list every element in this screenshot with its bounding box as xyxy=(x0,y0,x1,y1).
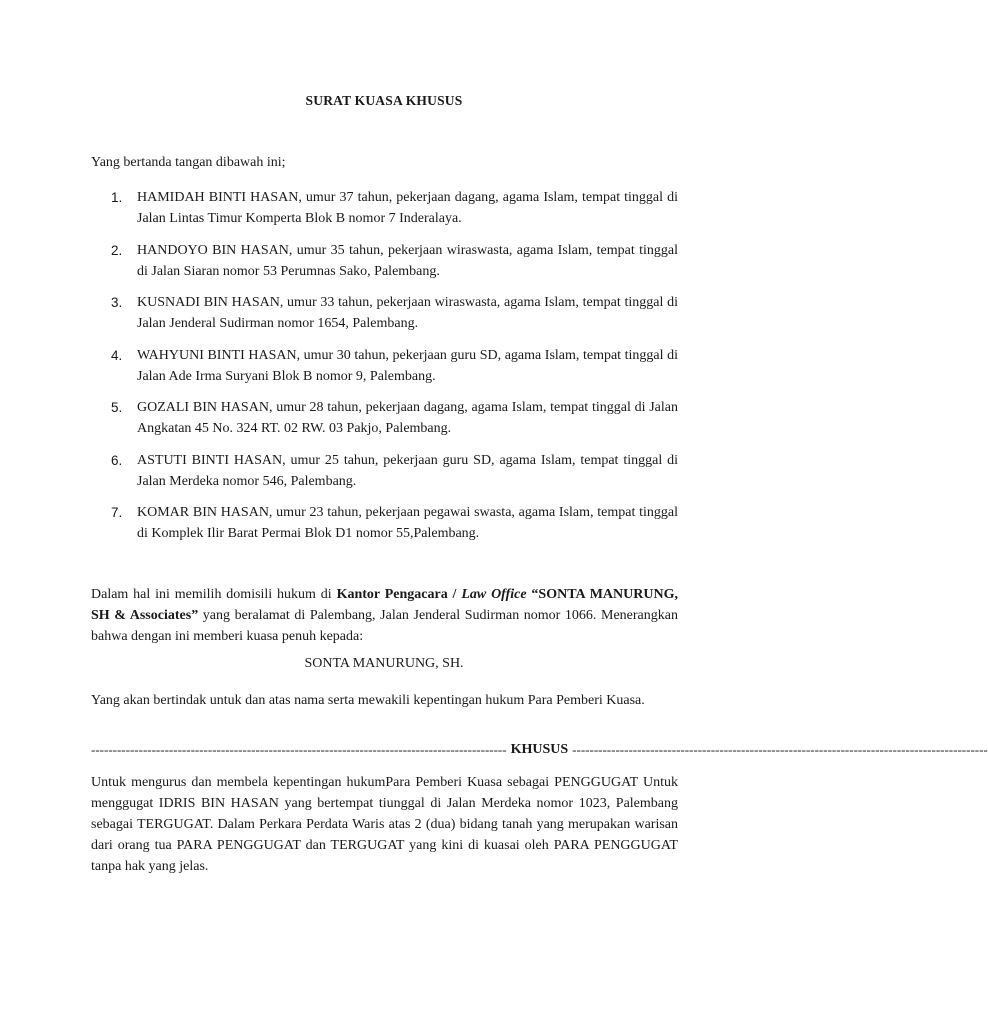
list-text: ASTUTI BINTI HASAN, umur 25 tahun, pekerjaan guru SD, agama Islam, tempat tinggal di Jalan Merdeka nomor 546, Palembang. xyxy=(137,452,678,489)
list-text: KOMAR BIN HASAN, umur 23 tahun, pekerjaan pegawai swasta, agama Islam, tempat tinggal di Komplek Ilir Barat Permai Blok D1 nomor 55,Palembang. xyxy=(137,505,678,541)
list-number: 5. xyxy=(111,400,123,415)
domicile-rest: yang beralamat di Palembang, Jalan Jenderal Sudirman nomor 1066. Menerangkan bahwa dengan ini memberi kuasa penuh kepada: xyxy=(91,608,678,644)
list-text: KUSNADI BIN HASAN, umur 33 tahun, pekerjaan wiraswasta, agama Islam, tempat tinggal di Jalan Jenderal Sudirman nomor 1654, Palembang. xyxy=(137,295,678,331)
acting-paragraph: Yang akan bertindak untuk dan atas nama serta mewakili kepentingan hukum Para Pemberi Kuasa. xyxy=(91,693,645,708)
list-text: GOZALI BIN HASAN, umur 28 tahun, pekerjaan dagang, agama Islam, tempat tinggal di Jalan Angkatan 45 No. 324 RT. 02 RW. 03 Pakjo, Palembang. xyxy=(137,400,678,436)
document-title: SURAT KUASA KHUSUS xyxy=(305,93,463,108)
list-number: 7. xyxy=(111,505,123,520)
list-number: 3. xyxy=(111,295,123,310)
list-item xyxy=(91,292,678,334)
list-item xyxy=(91,240,678,282)
list-item xyxy=(91,450,678,492)
list-number: 6. xyxy=(111,452,123,468)
list-item xyxy=(91,187,678,229)
list-text: HAMIDAH BINTI HASAN, umur 37 tahun, pekerjaan dagang, agama Islam, tempat tinggal di Jalan Lintas Timur Komperta Blok B nomor 7 Inderalaya. xyxy=(137,190,678,226)
list-item xyxy=(91,397,678,439)
divider-dashes-right: ------------------------------------------------------------------------------------------------ xyxy=(572,742,988,757)
purpose-paragraph: Untuk mengurus dan membela kepentingan hukumPara Pemberi Kuasa sebagai PENGGUGAT Untuk menggugat IDRIS BIN HASAN yang bertempat tiunggal di Jalan Merdeka nomor 1023, Palembang sebagai TERGUGAT. Dalam Perkara Perdata Waris atas 2 (dua) bidang tanah yang merupakan warisan dari orang tua PARA PENGGUGAT dan TERGUGAT yang kini di kuasai oleh PARA PENGGUGAT tanpa hak yang jelas. xyxy=(91,775,678,874)
firm-name: “SONTA MANURUNG, SH & Associates” xyxy=(91,587,678,623)
list-number: 1. xyxy=(111,190,123,205)
law-office-label: Law Office xyxy=(461,587,527,602)
list-text: HANDOYO BIN HASAN, umur 35 tahun, pekerjaan wiraswasta, agama Islam, tempat tinggal di Jalan Siaran nomor 53 Perumnas Sako, Palembang. xyxy=(137,242,678,279)
divider-title: KHUSUS xyxy=(510,742,569,757)
section-divider xyxy=(91,742,988,758)
list-item xyxy=(91,345,678,387)
domicile-paragraph xyxy=(91,584,678,647)
domicile-lead: Dalam hal ini memilih domisili hukum di xyxy=(91,587,337,602)
list-item xyxy=(91,502,678,544)
list-text: WAHYUNI BINTI HASAN, umur 30 tahun, pekerjaan guru SD, agama Islam, tempat tinggal di Jalan Ade Irma Suryani Blok B nomor 9, Palembang. xyxy=(137,347,678,384)
grantor-list xyxy=(91,187,678,555)
divider-dashes-left: ------------------------------------------------------------------------------------------------ xyxy=(91,742,507,757)
intro-line: Yang bertanda tangan dibawah ini; xyxy=(91,155,286,170)
list-number: 2. xyxy=(111,242,123,258)
list-number: 4. xyxy=(111,347,123,363)
recipient-name: SONTA MANURUNG, SH. xyxy=(304,656,464,671)
office-label: Kantor Pengacara / xyxy=(336,587,462,602)
